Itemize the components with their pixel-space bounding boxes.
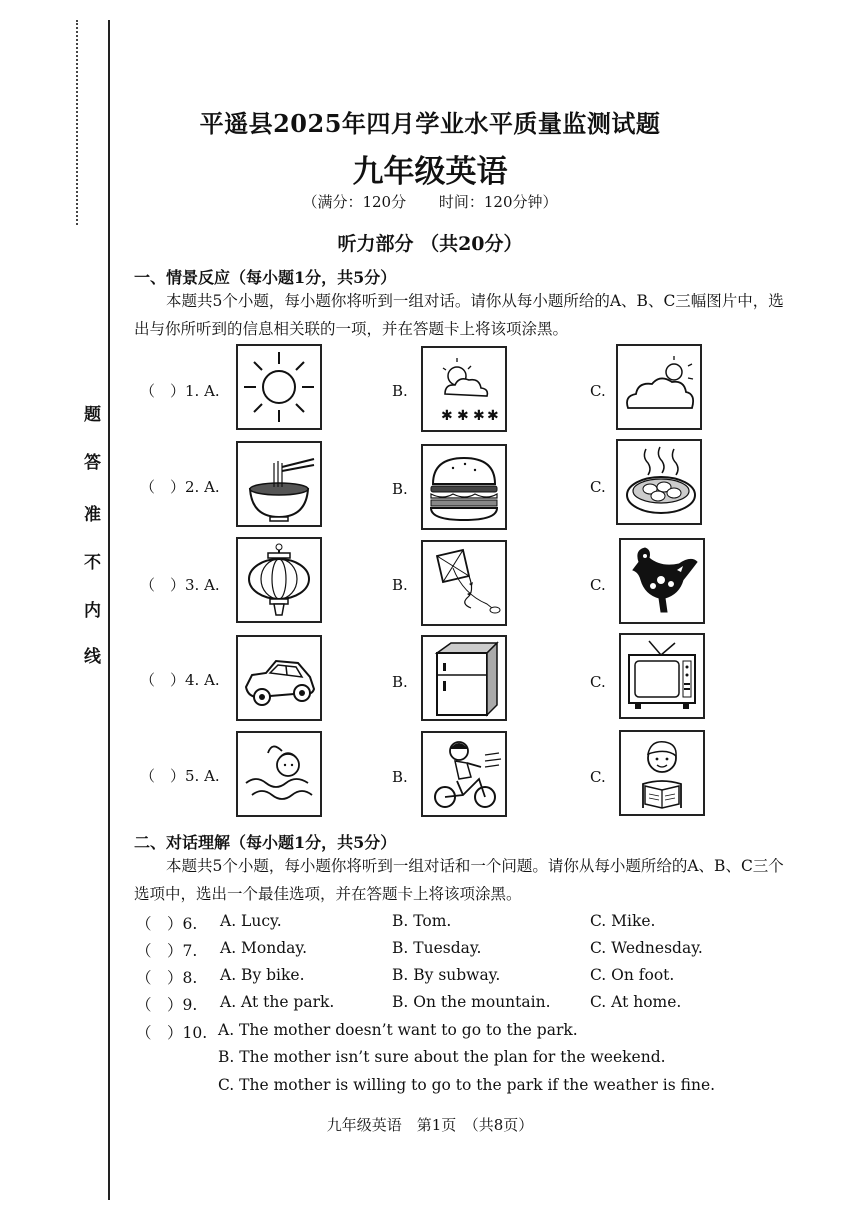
picture-option [616,439,702,525]
margin-char: 内 [84,601,101,621]
option-c: C. At home. [590,993,682,1011]
option-c: C. Mike. [590,912,656,930]
snow-cloud-icon [423,348,505,430]
kite-icon [423,542,505,624]
question-2-label: （ ）2. A. [140,478,220,496]
picture-option [236,441,322,527]
svg-text:✱: ✱ [473,408,485,424]
option-a: A. Monday. [220,939,308,957]
question-6-label: （ ）6. [136,915,198,933]
option-a: A. Lucy. [220,912,282,930]
option-b-label: B. [392,768,408,786]
option-b-label: B. [392,480,408,498]
cycling-icon [423,733,505,815]
option-c: C. On foot. [590,966,675,984]
picture-option [236,537,322,623]
part1-instruction: 本题共5个小题，每小题你将听到一组对话。请你从每小题所给的A、B、C三幅图片中，选出与你所听到的信息相关联的一项，并在答题卡上将该项涂黑。 [134,292,784,338]
question-5-label: （ ）5. A. [140,767,220,785]
question-4-label: （ ）4. A. [140,671,220,689]
question-8-label: （ ）8. [136,969,198,987]
option-a: A. By bike. [220,966,305,984]
page-footer: 九年级英语 第1页 （共8页） [326,1116,534,1134]
exam-subtitle: 九年级英语 [352,154,508,190]
picture-option [421,635,507,721]
question-10-label: （ ）10. [136,1024,208,1042]
margin-char: 题 [84,405,101,425]
picture-option [236,731,322,817]
picture-option [619,538,705,624]
option-b: B. Tuesday. [392,939,482,957]
option-b: B. The mother isn’t sure about the plan for the weekend. [218,1048,666,1066]
picture-option [421,731,507,817]
option-c: C. The mother is willing to go to the park if the weather is fine. [218,1076,716,1094]
picture-option [421,346,507,432]
full-score: （满分：120分 [302,193,407,211]
hamburger-icon [423,446,505,528]
cloud-sun-icon [618,346,700,428]
paper-cut-rooster-icon [621,540,703,622]
swimming-icon [238,733,320,815]
option-b-label: B. [392,382,408,400]
tv-icon [621,635,703,717]
option-b: B. Tom. [392,912,452,930]
exam-meta [0,191,860,212]
option-c-label: C. [590,576,606,594]
fridge-icon [423,637,505,719]
svg-text:✱: ✱ [487,408,499,424]
picture-option [421,540,507,626]
exam-time: 时间：120分钟） [438,193,558,211]
listening-section-title: 听力部分 （共20分） [337,233,523,255]
sun-icon [238,346,320,428]
option-b: B. On the mountain. [392,993,551,1011]
picture-option [616,344,702,430]
option-b-label: B. [392,576,408,594]
option-c-label: C. [590,382,606,400]
picture-option [236,635,322,721]
option-c-label: C. [590,768,606,786]
picture-option [619,633,705,719]
option-c-label: C. [590,478,606,496]
option-b-label: B. [392,673,408,691]
reading-icon [621,732,703,814]
option-b: B. By subway. [392,966,501,984]
margin-char: 准 [84,505,101,525]
option-c: C. Wednesday. [590,939,703,957]
car-icon [238,637,320,719]
svg-text:✱: ✱ [457,408,469,424]
margin-char: 不 [84,553,101,573]
lantern-icon [238,539,320,621]
part1-heading: 一、情景反应（每小题1分，共5分） [134,268,397,287]
option-c-label: C. [590,673,606,691]
question-7-label: （ ）7. [136,942,198,960]
option-a: A. The mother doesn’t want to go to the park. [218,1021,578,1039]
picture-option [619,730,705,816]
question-1-label: （ ）1. A. [140,382,220,400]
part2-instruction: 本题共5个小题，每小题你将听到一组对话和一个问题。请你从每小题所给的A、B、C三个选项中，选出一个最佳选项，并在答题卡上将该项涂黑。 [134,857,784,903]
margin-char: 线 [84,647,101,667]
option-a: A. At the park. [220,993,335,1011]
svg-text:✱: ✱ [441,408,453,424]
picture-option [236,344,322,430]
question-3-label: （ ）3. A. [140,576,220,594]
question-9-label: （ ）9. [136,996,198,1014]
part2-heading: 二、对话理解（每小题1分，共5分） [134,833,397,852]
margin-char: 答 [84,453,101,473]
dumplings-icon [618,441,700,523]
picture-option [421,444,507,530]
exam-title: 平遥县2025年四月学业水平质量监测试题 [199,109,661,138]
noodles-icon [238,443,320,525]
